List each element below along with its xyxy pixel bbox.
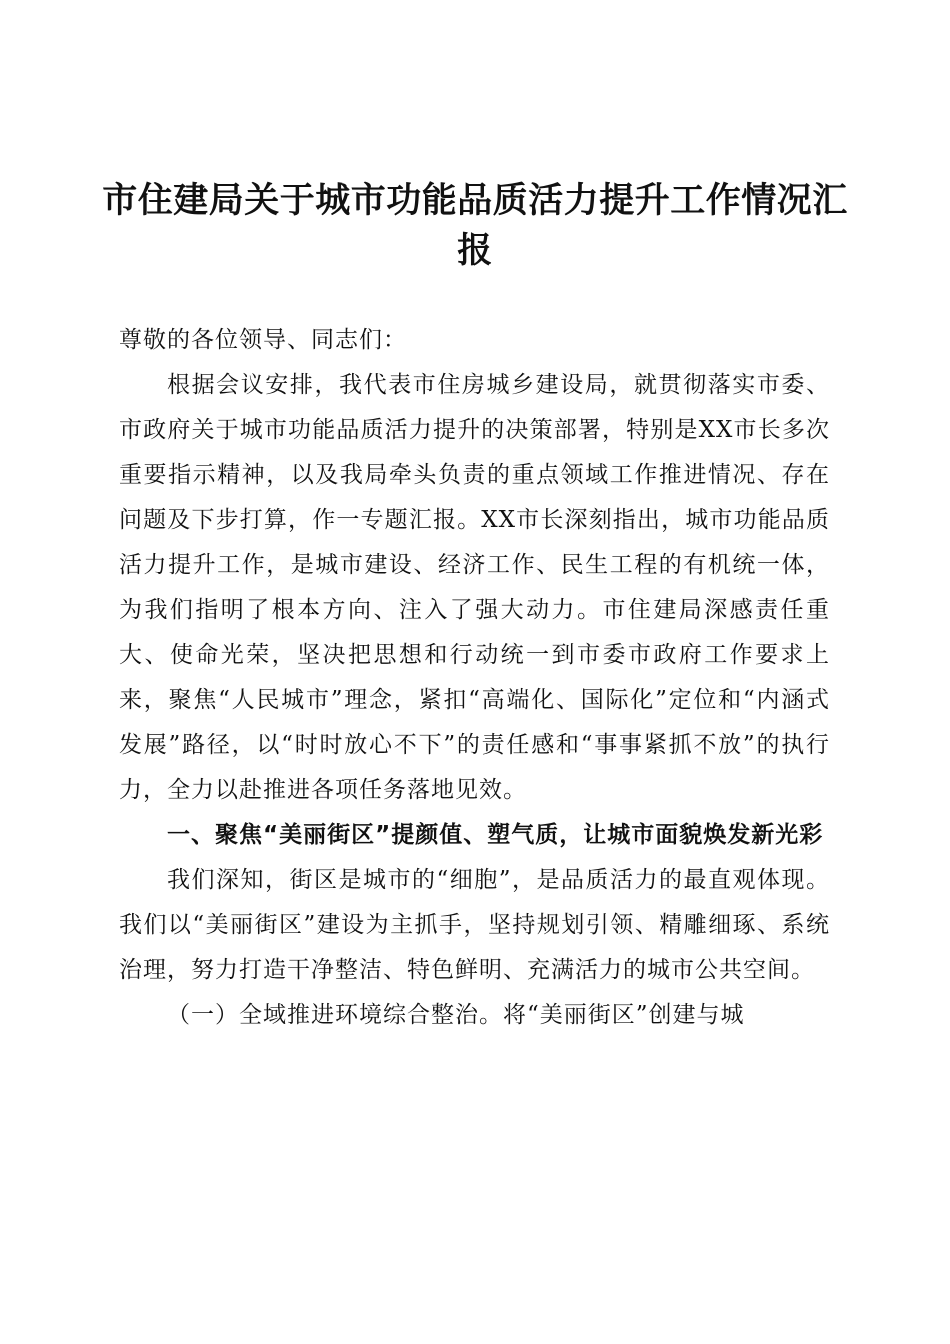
document-body	[119, 318, 830, 1038]
salutation: 尊敬的各位领导、同志们：	[119, 327, 407, 353]
intro-paragraph: 根据会议安排，我代表市住房城乡建设局，就贯彻落实市委、市政府关于城市功能品质活力提升的决策部署，特别是XX市长多次重要指示精神，以及我局牵头负责的重点领域工作推进情况、存在问题及下步打算，作一专题汇报。XX市长深刻指出，城市功能品质活力提升工作，是城市建设、经济工作、民生工程的有机统一体，为我们指明了根本方向、注入了强大动力。市住建局深感责任重大、使命光荣，坚决把思想和行动统一到市委市政府工作要求上来，聚焦“人民城市”理念，紧扣“高端化、国际化”定位和“内涵式发展”路径，以“时时放心不下”的责任感和“事事紧抓不放”的执行力，全力以赴推进各项任务落地见效。	[119, 372, 830, 803]
subsection-paragraph: （一）全域推进环境综合整治。将“美丽街区”创建与城	[167, 1002, 745, 1028]
section-paragraph: 我们深知，街区是城市的“细胞”，是品质活力的最直观体现。我们以“美丽街区”建设为主抓手，坚持规划引领、精雕细琢、系统治理，努力打造干净整洁、特色鲜明、充满活力的城市公共空间。	[119, 867, 830, 983]
document-title: 市住建局关于城市功能品质活力提升工作情况汇报	[102, 181, 848, 271]
section-heading: 一、聚焦“美丽街区”提颜值、塑气质，让城市面貌焕发新光彩	[167, 822, 824, 848]
